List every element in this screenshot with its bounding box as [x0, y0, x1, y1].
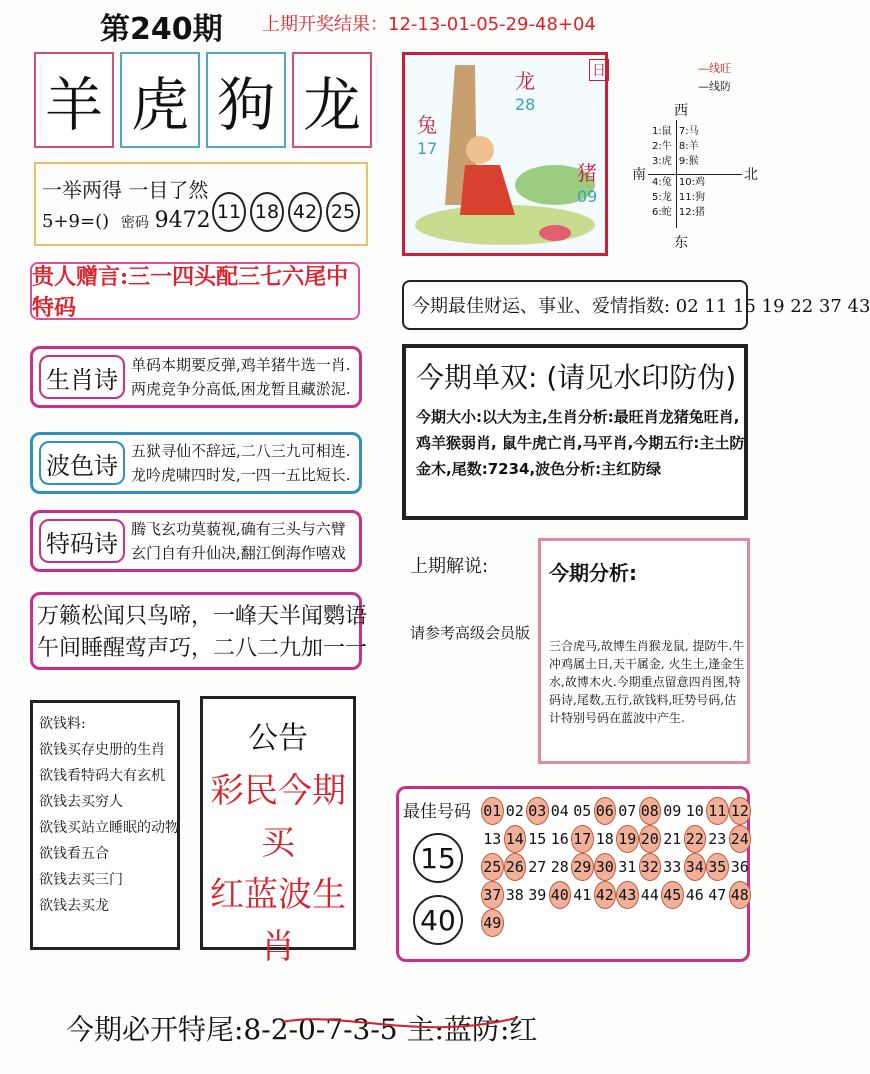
notice-line: 红蓝波生肖 [210, 875, 346, 967]
lottery-number: 03 [526, 797, 549, 825]
analysis-box [538, 538, 750, 764]
money-item: 欲钱买站立睡眠的动物 [39, 820, 179, 836]
poem-lines [131, 353, 351, 401]
poem-line: 五狱寻仙不辞远,二八三九可相连. [131, 442, 351, 460]
lottery-number: 01 [481, 797, 504, 825]
lottery-number: 27 [528, 858, 547, 876]
direction-east: 东 [674, 235, 688, 251]
money-title: 欲钱料: [39, 716, 86, 732]
direction-north: 北 [744, 167, 758, 183]
notice-body [203, 765, 353, 973]
zodiac-label: 猪 [577, 161, 597, 185]
last-result: 上期开奖结果：12-13-01-05-29-48+04 [262, 14, 596, 35]
notice-title: 公告 [248, 721, 308, 756]
lottery-number: 19 [616, 825, 639, 853]
money-box [30, 700, 180, 950]
scribble-mark [280, 1012, 520, 1042]
notice-box [200, 696, 356, 967]
lottery-number: 16 [550, 830, 569, 848]
lottery-number: 29 [571, 853, 594, 881]
lottery-number: 40 [549, 881, 572, 909]
lottery-number: 35 [706, 853, 729, 881]
issue-title: 第240期 [100, 12, 223, 47]
lottery-number: 08 [639, 797, 662, 825]
pick-circle: 40 [413, 895, 463, 945]
lottery-number: 23 [708, 830, 727, 848]
money-item: 欲钱去买龙 [39, 898, 109, 914]
poem-lines [131, 439, 351, 487]
poem-box [30, 432, 362, 494]
zodiac-card: 龙 [292, 52, 372, 148]
tail-line: 今期必开特尾:8-2-0-7-3-5 主:蓝防:红 [66, 1013, 538, 1046]
lottery-number: 02 [505, 802, 524, 820]
lottery-number: 46 [685, 886, 704, 904]
verse-box [30, 592, 368, 670]
money-item: 欲钱去买穷人 [39, 794, 123, 810]
legend: —线防 [698, 80, 731, 93]
lottery-number: 32 [639, 853, 662, 881]
lottery-number: 26 [504, 853, 527, 881]
lottery-number: 44 [640, 886, 659, 904]
lottery-number: 21 [663, 830, 682, 848]
lottery-number: 28 [550, 858, 569, 876]
poem-label: 特码诗 [39, 519, 125, 563]
analysis-body: 三合虎马,故博生肖猴龙鼠, 提防牛.牛冲鸡属土日,天干属金, 火生土,逢金生水,故博木火.今期重点留意四肖图,特码诗,尾数,五行,欲钱料,旺势号码,估计特别号码在蓝波中产生. [549, 639, 745, 725]
lottery-number: 18 [595, 830, 614, 848]
money-item: 欲钱买存史册的生肖 [39, 742, 165, 758]
poem-line: 龙吟虎啸四时发,一四一五比短长. [131, 466, 351, 484]
lottery-number: 06 [594, 797, 617, 825]
lottery-number: 43 [616, 881, 639, 909]
lottery-number: 24 [729, 825, 752, 853]
lottery-number: 15 [528, 830, 547, 848]
zodiac-label: 龙 [515, 69, 535, 93]
lottery-number: 17 [571, 825, 594, 853]
compass-chart [618, 56, 764, 256]
notice-line: 彩民今期买 [210, 771, 346, 863]
legend: —线旺 [698, 62, 731, 75]
code: 9472 [154, 208, 211, 233]
number-circle: 25 [326, 192, 360, 232]
number-grid [481, 797, 751, 937]
lottery-number: 37 [481, 881, 504, 909]
lottery-number: 07 [618, 802, 637, 820]
lottery-number: 12 [729, 797, 752, 825]
zodiac-label: 兔 [417, 113, 437, 137]
best-numbers-box [396, 786, 750, 962]
compass-cells: 1:鼠 7:马 2:牛 8:羊 3:虎 9:猴 4:兔 10:鸡 5:龙 11:狗 6:蛇 12:猪 [652, 126, 706, 218]
poem-line: 玄门自有升仙决,翻江倒海作嘻戏 [131, 544, 346, 562]
badge: 日 [589, 59, 609, 81]
lottery-number: 22 [684, 825, 707, 853]
money-item: 欲钱去买三门 [39, 872, 123, 888]
member-note: 请参考高级会员版 [410, 624, 531, 642]
lottery-number: 31 [618, 858, 637, 876]
lottery-number: 38 [505, 886, 524, 904]
riddle-line: 一举两得 一目了然 [42, 178, 209, 202]
money-item: 欲钱看五合 [39, 846, 109, 862]
zodiac-card: 羊 [34, 52, 114, 148]
zodiac-number: 09 [577, 187, 598, 206]
lottery-number: 39 [528, 886, 547, 904]
last-explain: 上期解说: [410, 556, 489, 577]
poem-label: 波色诗 [39, 441, 125, 485]
lottery-number: 42 [594, 881, 617, 909]
poem-line: 腾飞玄功莫藐视,确有三头与六臂 [131, 520, 346, 538]
lottery-number: 48 [729, 881, 752, 909]
riddle-equation [42, 208, 211, 233]
lottery-number: 04 [550, 802, 569, 820]
verse-line: 午间睡醒莺声巧，二八二九加一一 [37, 636, 368, 661]
riddle-box [34, 162, 368, 246]
zodiac-card: 狗 [206, 52, 286, 148]
lottery-number: 49 [481, 909, 504, 937]
lottery-number: 11 [706, 797, 729, 825]
lottery-number: 47 [708, 886, 727, 904]
zodiac-illustration [402, 52, 608, 256]
lottery-number: 41 [573, 886, 592, 904]
best-label: 最佳号码 [403, 802, 471, 822]
direction-west: 西 [674, 103, 688, 119]
lottery-number: 36 [730, 858, 749, 876]
riddle-numbers [212, 192, 360, 232]
odd-title: 今期单双: (请见水印防伪) [416, 361, 737, 394]
code-label: 密码 [120, 215, 149, 231]
gift-banner: 贵人赠言:三一四头配三七六尾中特码 [30, 262, 360, 320]
number-circle: 11 [212, 192, 246, 232]
poem-line: 两虎竞争分高低,困龙暂且藏淤泥. [131, 380, 351, 398]
zodiac-card: 虎 [120, 52, 200, 148]
fortune-box: 今期最佳财运、事业、爱情指数: 02 11 15 19 22 37 43 [402, 280, 748, 330]
verse-line: 万籁松闻只鸟啼，一峰天半闻鹦语 [37, 604, 368, 629]
lottery-number: 20 [639, 825, 662, 853]
poem-lines [131, 517, 346, 565]
odd-body: 今期大小:以大为主,生肖分析:最旺肖龙猪兔旺肖,鸡羊猴弱肖, 鼠牛虎亡肖,马平肖,今期五行:主土防金木,尾数:7234,波色分析:主红防绿 [416, 408, 745, 478]
odd-even-box [402, 344, 748, 520]
zodiac-number: 17 [417, 139, 438, 158]
poem-line: 单码本期要反弹,鸡羊猪牛选一肖. [131, 356, 351, 374]
analysis-title: 今期分析: [549, 561, 637, 585]
number-circle: 18 [250, 192, 284, 232]
lottery-number: 05 [573, 802, 592, 820]
lottery-number: 13 [483, 830, 502, 848]
poem-box [30, 346, 362, 408]
lottery-number: 10 [685, 802, 704, 820]
lottery-number: 33 [663, 858, 682, 876]
number-circle: 42 [288, 192, 322, 232]
equation: 5+9=() [42, 211, 110, 232]
lottery-number: 30 [594, 853, 617, 881]
lottery-number: 25 [481, 853, 504, 881]
lottery-number: 14 [504, 825, 527, 853]
money-item: 欲钱看特码大有玄机 [39, 768, 165, 784]
zodiac-number: 28 [515, 95, 536, 114]
poem-box [30, 510, 362, 572]
lottery-number: 34 [684, 853, 707, 881]
direction-south: 南 [632, 167, 646, 183]
lottery-number: 09 [663, 802, 682, 820]
lottery-number: 45 [661, 881, 684, 909]
pick-circle: 15 [413, 833, 463, 883]
poem-label: 生肖诗 [39, 355, 125, 399]
